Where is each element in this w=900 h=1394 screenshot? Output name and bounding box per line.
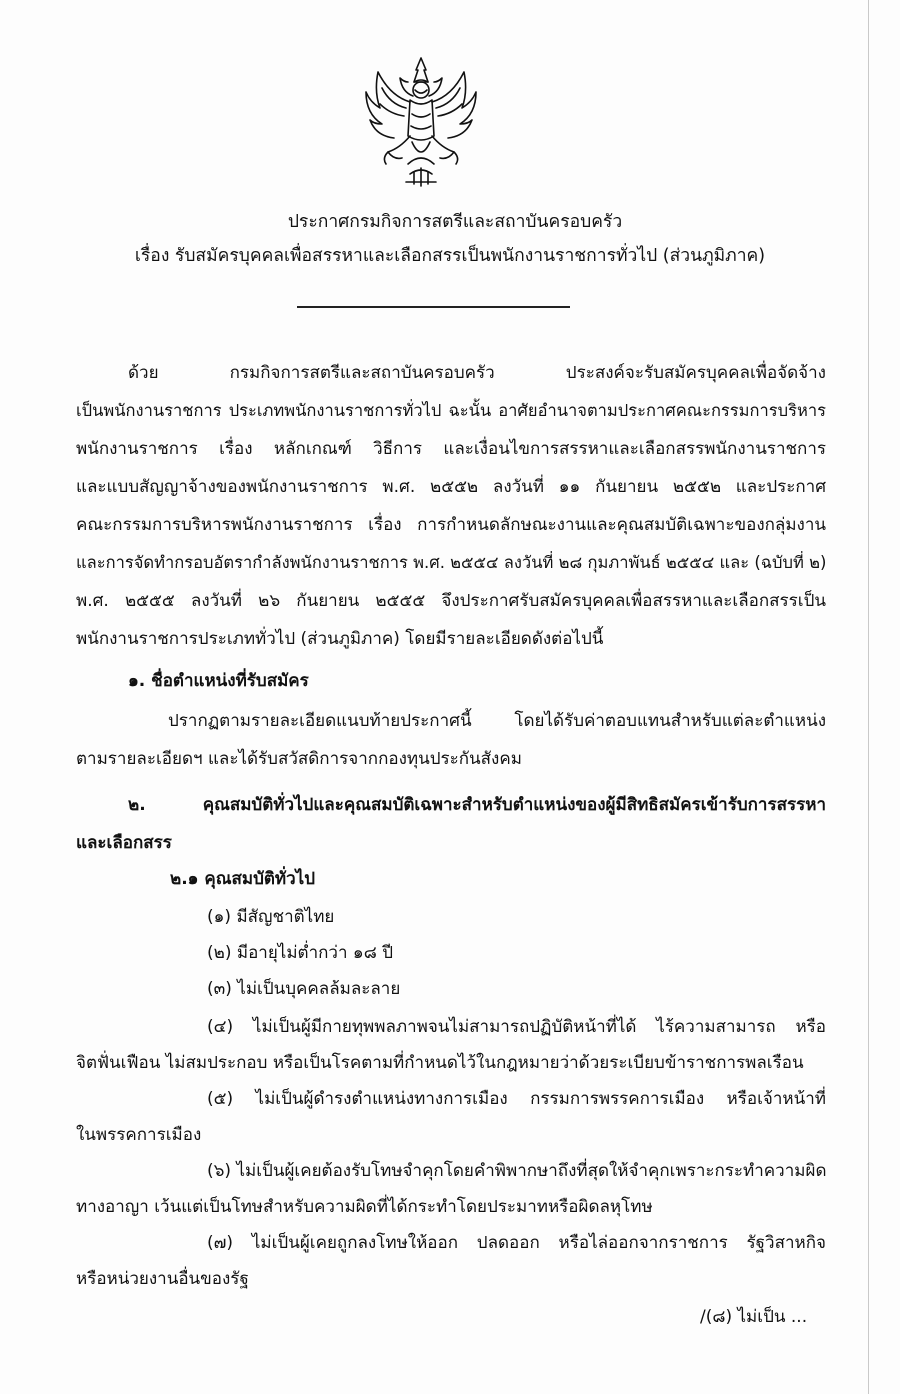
qualification-item: (๔) ไม่เป็นผู้มีกายทุพพลภาพจนไม่สามารถปฏิบัติหน้าที่ได้ ไร้ความสามารถ หรือ xyxy=(207,1017,826,1037)
section-1-heading: ๑. ชื่อตำแหน่งที่รับสมัคร xyxy=(128,671,309,691)
intro-line: พนักงานราชการ เรื่อง หลักเกณฑ์ วิธีการ และเงื่อนไขการสรรหาและเลือกสรรพนักงานราชการ xyxy=(76,439,826,459)
intro-line: พนักงานราชการประเภททั่วไป (ส่วนภูมิภาค) โดยมีรายละเอียดดังต่อไปนี้ xyxy=(76,629,604,649)
qualification-item-cont: ทางอาญา เว้นแต่เป็นโทษสำหรับความผิดที่ได้กระทำโดยประมาทหรือผิดลหุโทษ xyxy=(76,1197,653,1217)
intro-line: ด้วย กรมกิจการสตรีและสถาบันครอบครัว ประสงค์จะรับสมัครบุคคลเพื่อจัดจ้าง xyxy=(128,363,826,383)
qualification-item: (๑) มีสัญชาติไทย xyxy=(207,907,335,927)
qualification-item: (๒) มีอายุไม่ต่ำกว่า ๑๘ ปี xyxy=(207,943,394,963)
intro-line: และแบบสัญญาจ้างของพนักงานราชการ พ.ศ. ๒๕๕๒ ลงวันที่ ๑๑ กันยายน ๒๕๕๒ และประกาศ xyxy=(76,477,826,497)
intro-line: และการจัดทำกรอบอัตรากำลังพนักงานราชการ พ.ศ. ๒๕๕๔ ลงวันที่ ๒๘ กุมภาพันธ์ ๒๕๕๔ และ (ฉบับที่ ๒) xyxy=(76,553,827,572)
qualification-item: (๗) ไม่เป็นผู้เคยถูกลงโทษให้ออก ปลดออก หรือไล่ออกจากราชการ รัฐวิสาหกิจ xyxy=(207,1233,826,1253)
section-1-line: ตามรายละเอียดฯ และได้รับสวัสดิการจากกองทุนประกันสังคม xyxy=(76,749,522,769)
intro-line: คณะกรรมการบริหารพนักงานราชการ เรื่อง การกำหนดลักษณะงานและคุณสมบัติเฉพาะของกลุ่มงาน xyxy=(76,515,826,535)
qualification-item-cont: หรือหน่วยงานอื่นของรัฐ xyxy=(76,1269,249,1289)
intro-line: เป็นพนักงานราชการ ประเภทพนักงานราชการทั่วไป ฉะนั้น อาศัยอำนาจตามประกาศคณะกรรมการบริหาร xyxy=(76,401,826,420)
qualification-item: (๕) ไม่เป็นผู้ดำรงตำแหน่งทางการเมือง กรรมการพรรคการเมือง หรือเจ้าหน้าที่ xyxy=(207,1089,826,1109)
continuation-note: /(๘) ไม่เป็น ... xyxy=(700,1307,808,1327)
document-subject: เรื่อง รับสมัครบุคคลเพื่อสรรหาและเลือกสรรเป็นพนักงานราชการทั่วไป (ส่วนภูมิภาค) xyxy=(134,246,766,266)
section-2-heading-cont: และเลือกสรร xyxy=(76,833,172,853)
title-divider xyxy=(297,306,570,308)
garuda-emblem-icon xyxy=(360,52,482,194)
qualification-item-cont: จิตฟั่นเฟือน ไม่สมประกอบ หรือเป็นโรคตามที่กำหนดไว้ในกฎหมายว่าด้วยระเบียบข้าราชการพลเรือน xyxy=(76,1053,804,1073)
document-title: ประกาศกรมกิจการสตรีและสถาบันครอบครัว xyxy=(287,212,623,232)
section-2-heading: ๒. คุณสมบัติทั่วไปและคุณสมบัติเฉพาะสำหรับตำแหน่งของผู้มีสิทธิสมัครเข้ารับการสรรหา xyxy=(128,795,826,815)
qualification-item-cont: ในพรรคการเมือง xyxy=(76,1125,202,1145)
section-1-line: ปรากฏตามรายละเอียดแนบท้ายประกาศนี้ โดยได้รับค่าตอบแทนสำหรับแต่ละตำแหน่ง xyxy=(168,711,826,731)
intro-line: พ.ศ. ๒๕๕๕ ลงวันที่ ๒๖ กันยายน ๒๕๕๕ จึงประกาศรับสมัครบุคคลเพื่อสรรหาและเลือกสรรเป็น xyxy=(76,591,826,611)
section-2-1-heading: ๒.๑ คุณสมบัติทั่วไป xyxy=(170,869,316,889)
qualification-item: (๖) ไม่เป็นผู้เคยต้องรับโทษจำคุกโดยคำพิพากษาถึงที่สุดให้จำคุกเพราะกระทำความผิด xyxy=(207,1161,827,1181)
qualification-item: (๓) ไม่เป็นบุคคลล้มละลาย xyxy=(207,979,401,999)
